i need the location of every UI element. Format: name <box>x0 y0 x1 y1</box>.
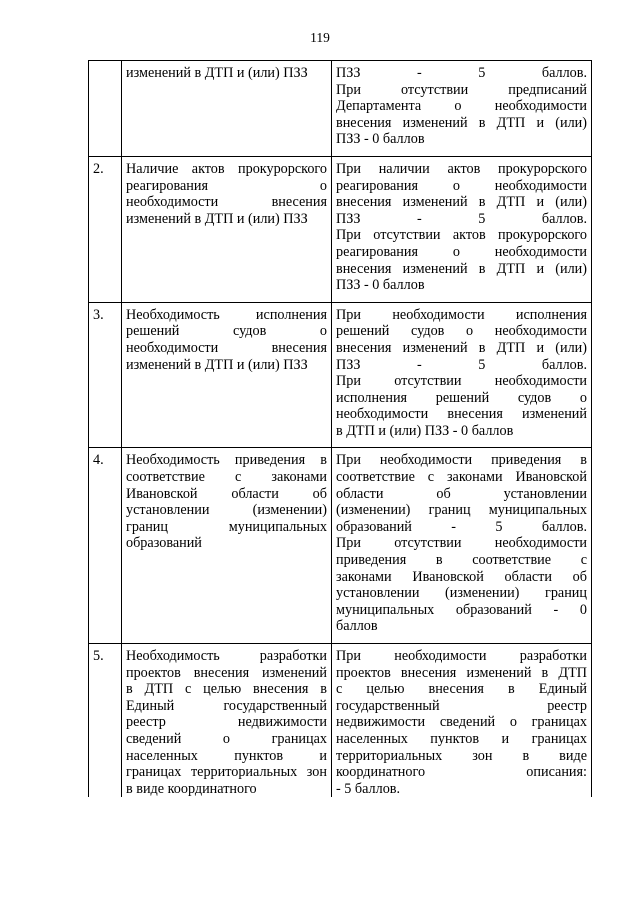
text-line: проектов внесения изменений в ДТП <box>336 664 587 681</box>
text-line: При отсутствии предписаний <box>336 81 587 98</box>
page-number: 119 <box>310 30 330 45</box>
text-line: При необходимости исполнения <box>336 306 587 323</box>
text-line: При отсутствии актов прокурорского <box>336 227 587 244</box>
text-line: необходимости внесения <box>126 339 327 356</box>
text-line: При необходимости разработки <box>336 648 587 664</box>
text-line: решений судов о необходимости <box>336 323 587 340</box>
text-line: в ДТП с целью внесения в <box>126 681 327 698</box>
table-row <box>89 448 592 644</box>
text-line: внесения изменений в ДТП и (или) <box>336 260 587 277</box>
text-line: приведения в соответствие с <box>336 552 587 569</box>
criterion-cell <box>122 302 332 448</box>
text-line: установлении (изменении) границ <box>336 585 587 602</box>
text-line: сведений о границах <box>126 730 327 747</box>
row-number: 2. <box>89 156 122 302</box>
text-line: реестр недвижимости <box>126 714 327 731</box>
text-line: образований <box>126 535 202 552</box>
text-line: При необходимости приведения в <box>336 452 587 469</box>
criterion-cell <box>122 644 332 798</box>
row-number: 3. <box>89 302 122 448</box>
text-line: ПЗЗ - 0 баллов <box>336 277 425 294</box>
text-line: внесения изменений в ДТП и (или) <box>336 114 587 131</box>
text-line: внесения изменений в ДТП и (или) <box>336 194 587 211</box>
text-line: ПЗЗ - 5 баллов. <box>336 356 587 373</box>
text-line: При отсутствии необходимости <box>336 535 587 552</box>
text-line: необходимости внесения изменений <box>336 406 587 423</box>
criterion-cell <box>122 448 332 644</box>
row-number <box>89 61 122 157</box>
text-line: соответствие с законами Ивановской <box>336 469 587 486</box>
text-line: Департамента о необходимости <box>336 98 587 115</box>
text-line: Наличие актов прокурорского <box>126 160 327 177</box>
text-line: реагирования о необходимости <box>336 243 587 260</box>
score-cell <box>332 448 592 644</box>
text-line: Ивановской области об <box>126 485 327 502</box>
text-line: (изменении) границ муниципальных <box>336 502 587 519</box>
text-line: населенных пунктов и <box>126 747 327 764</box>
text-line: координатного описания: <box>336 764 587 781</box>
text-line: законами Ивановской области об <box>336 568 587 585</box>
text-line: с целью внесения в Единый <box>336 681 587 698</box>
text-line: населенных пунктов и границах <box>336 730 587 747</box>
text-line: Необходимость разработки <box>126 648 327 664</box>
text-line: При наличии актов прокурорского <box>336 160 587 177</box>
text-line: проектов внесения изменений <box>126 664 327 681</box>
text-line: ПЗЗ - 0 баллов <box>336 131 425 148</box>
criteria-table <box>88 60 592 797</box>
text-line: соответствие с законами <box>126 469 327 486</box>
text-line: - 5 баллов. <box>336 780 401 797</box>
text-line: ПЗЗ - 5 баллов. <box>336 65 587 81</box>
text-line: недвижимости сведений о границах <box>336 714 587 731</box>
text-line: исполнения решений судов о <box>336 389 587 406</box>
score-cell <box>332 61 592 157</box>
text-line: границ муниципальных <box>126 518 327 535</box>
text-line: решений судов о <box>126 323 327 340</box>
text-line: изменений в ДТП и (или) ПЗЗ <box>126 65 308 81</box>
text-line: в ДТП и (или) ПЗЗ - 0 баллов <box>336 422 514 439</box>
text-line: муниципальных образований - 0 <box>336 601 587 618</box>
text-line: Необходимость исполнения <box>126 306 327 323</box>
table-row <box>89 61 592 157</box>
table-row <box>89 644 592 798</box>
text-line: территориальных зон в виде <box>336 747 587 764</box>
row-number: 5. <box>89 644 122 798</box>
table-row <box>89 156 592 302</box>
text-line: государственный реестр <box>336 697 587 714</box>
score-cell <box>332 644 592 798</box>
criterion-cell <box>122 61 332 157</box>
text-line: При отсутствии необходимости <box>336 373 587 390</box>
text-line: Необходимость приведения в <box>126 452 327 469</box>
text-line: границах территориальных зон <box>126 764 327 781</box>
criterion-cell <box>122 156 332 302</box>
score-cell <box>332 156 592 302</box>
text-line: установлении (изменении) <box>126 502 327 519</box>
text-line: в виде координатного <box>126 780 257 797</box>
text-line: образований - 5 баллов. <box>336 518 587 535</box>
table-row <box>89 302 592 448</box>
text-line: баллов <box>336 618 378 635</box>
text-line: области об установлении <box>336 485 587 502</box>
text-line: реагирования о необходимости <box>336 177 587 194</box>
text-line: внесения изменений в ДТП и (или) <box>336 339 587 356</box>
text-line: необходимости внесения <box>126 194 327 211</box>
score-cell <box>332 302 592 448</box>
text-line: изменений в ДТП и (или) ПЗЗ <box>126 210 308 227</box>
row-number: 4. <box>89 448 122 644</box>
text-line: реагирования о <box>126 177 327 194</box>
text-line: ПЗЗ - 5 баллов. <box>336 210 587 227</box>
text-line: Единый государственный <box>126 697 327 714</box>
text-line: изменений в ДТП и (или) ПЗЗ <box>126 356 308 373</box>
